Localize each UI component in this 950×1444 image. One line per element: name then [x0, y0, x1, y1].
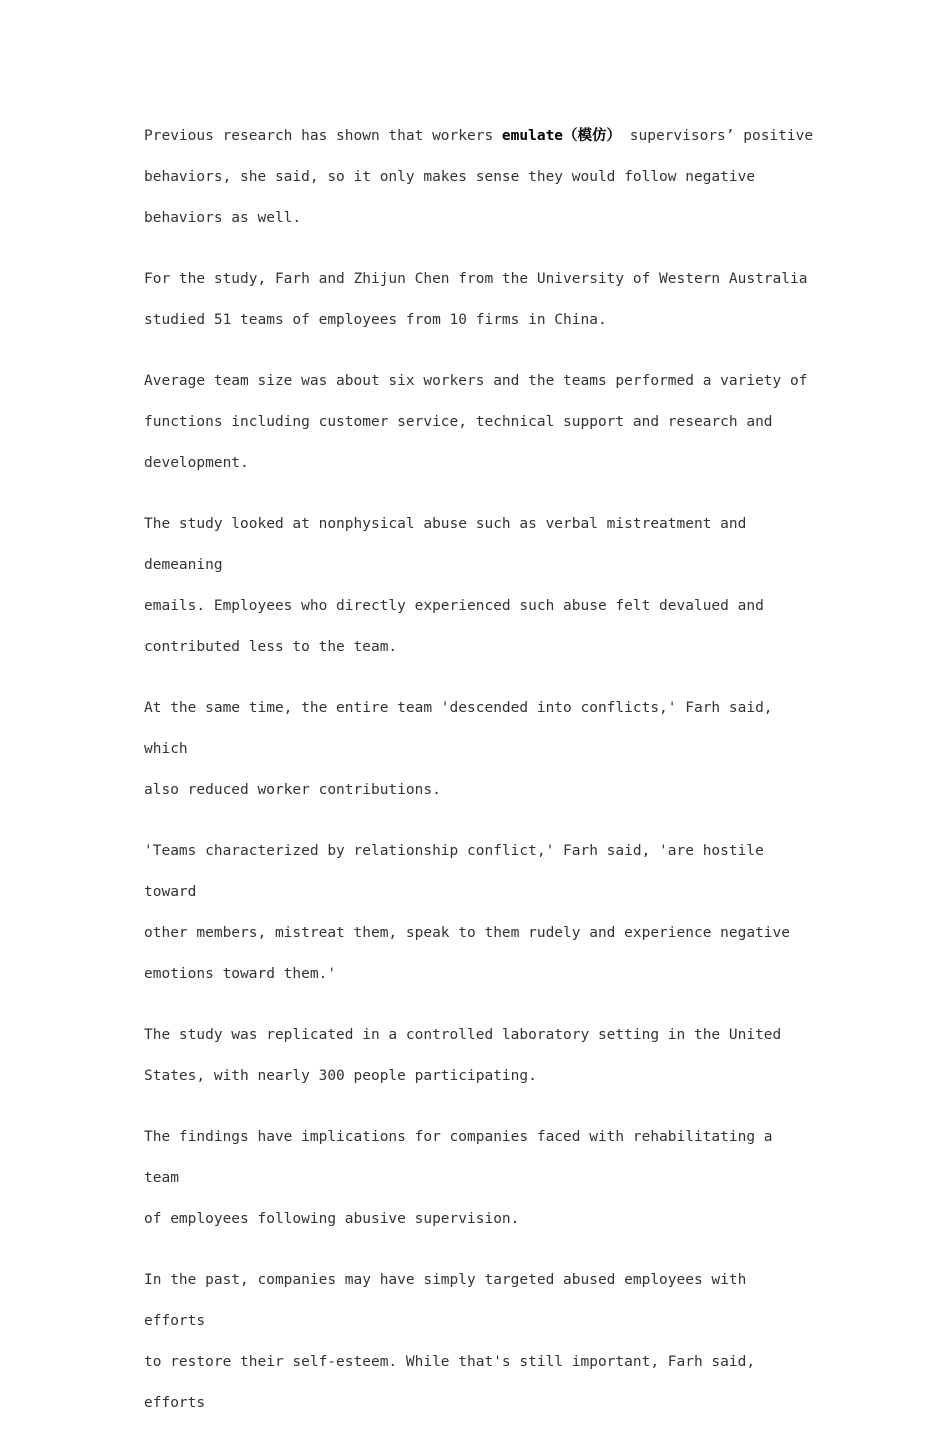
text-line: to restore their self-esteem. While that's still important, Farh said, efforts — [144, 1354, 764, 1411]
text-line: The findings have implications for companies faced with rehabilitating a team — [144, 1129, 782, 1186]
text-line: of employees following abusive supervision. — [144, 1211, 520, 1227]
text-line: contributed less to the team. — [144, 639, 398, 655]
text-line: The study was replicated in a controlled laboratory setting in the United — [144, 1027, 782, 1043]
paragraph — [144, 688, 816, 811]
text-line: functions including customer service, technical support and research and — [144, 414, 773, 430]
paragraph — [144, 116, 816, 239]
text-line: Average team size was about six workers and the teams performed a variety of — [144, 373, 808, 389]
text-line: The study looked at nonphysical abuse such as verbal mistreatment and demeaning — [144, 516, 756, 573]
text-line: also reduced worker contributions. — [144, 782, 441, 798]
text-line: For the study, Farh and Zhijun Chen from the University of Western Australia — [144, 271, 808, 287]
text-line: emotions toward them.' — [144, 966, 337, 982]
text-line: In the past, companies may have simply targeted abused employees with efforts — [144, 1272, 756, 1329]
text-line: behaviors as well. — [144, 210, 302, 226]
text-line: development. — [144, 455, 249, 471]
text-line: Previous research has shown that workers — [144, 128, 502, 144]
text-line: States, with nearly 300 people participating. — [144, 1068, 537, 1084]
paragraph — [144, 1260, 816, 1424]
text-line: behaviors, she said, so it only makes sense they would follow negative — [144, 169, 756, 185]
paragraph — [144, 259, 816, 341]
text-line: 'Teams characterized by relationship conflict,' Farh said, 'are hostile toward — [144, 843, 773, 900]
paragraph — [144, 1117, 816, 1240]
paragraph — [144, 831, 816, 995]
text-line: supervisors’ positive — [621, 128, 814, 144]
text-line: other members, mistreat them, speak to them rudely and experience negative — [144, 925, 791, 941]
text-line: At the same time, the entire team 'descended into conflicts,' Farh said, which — [144, 700, 782, 757]
paragraph — [144, 504, 816, 668]
paragraph — [144, 1015, 816, 1097]
text-line: studied 51 teams of employees from 10 firms in China. — [144, 312, 607, 328]
text-line: emails. Employees who directly experienced such abuse felt devalued and — [144, 598, 764, 614]
vocabulary-term: emulate（模仿） — [501, 128, 622, 144]
paragraph — [144, 361, 816, 484]
article-body — [144, 116, 816, 1444]
